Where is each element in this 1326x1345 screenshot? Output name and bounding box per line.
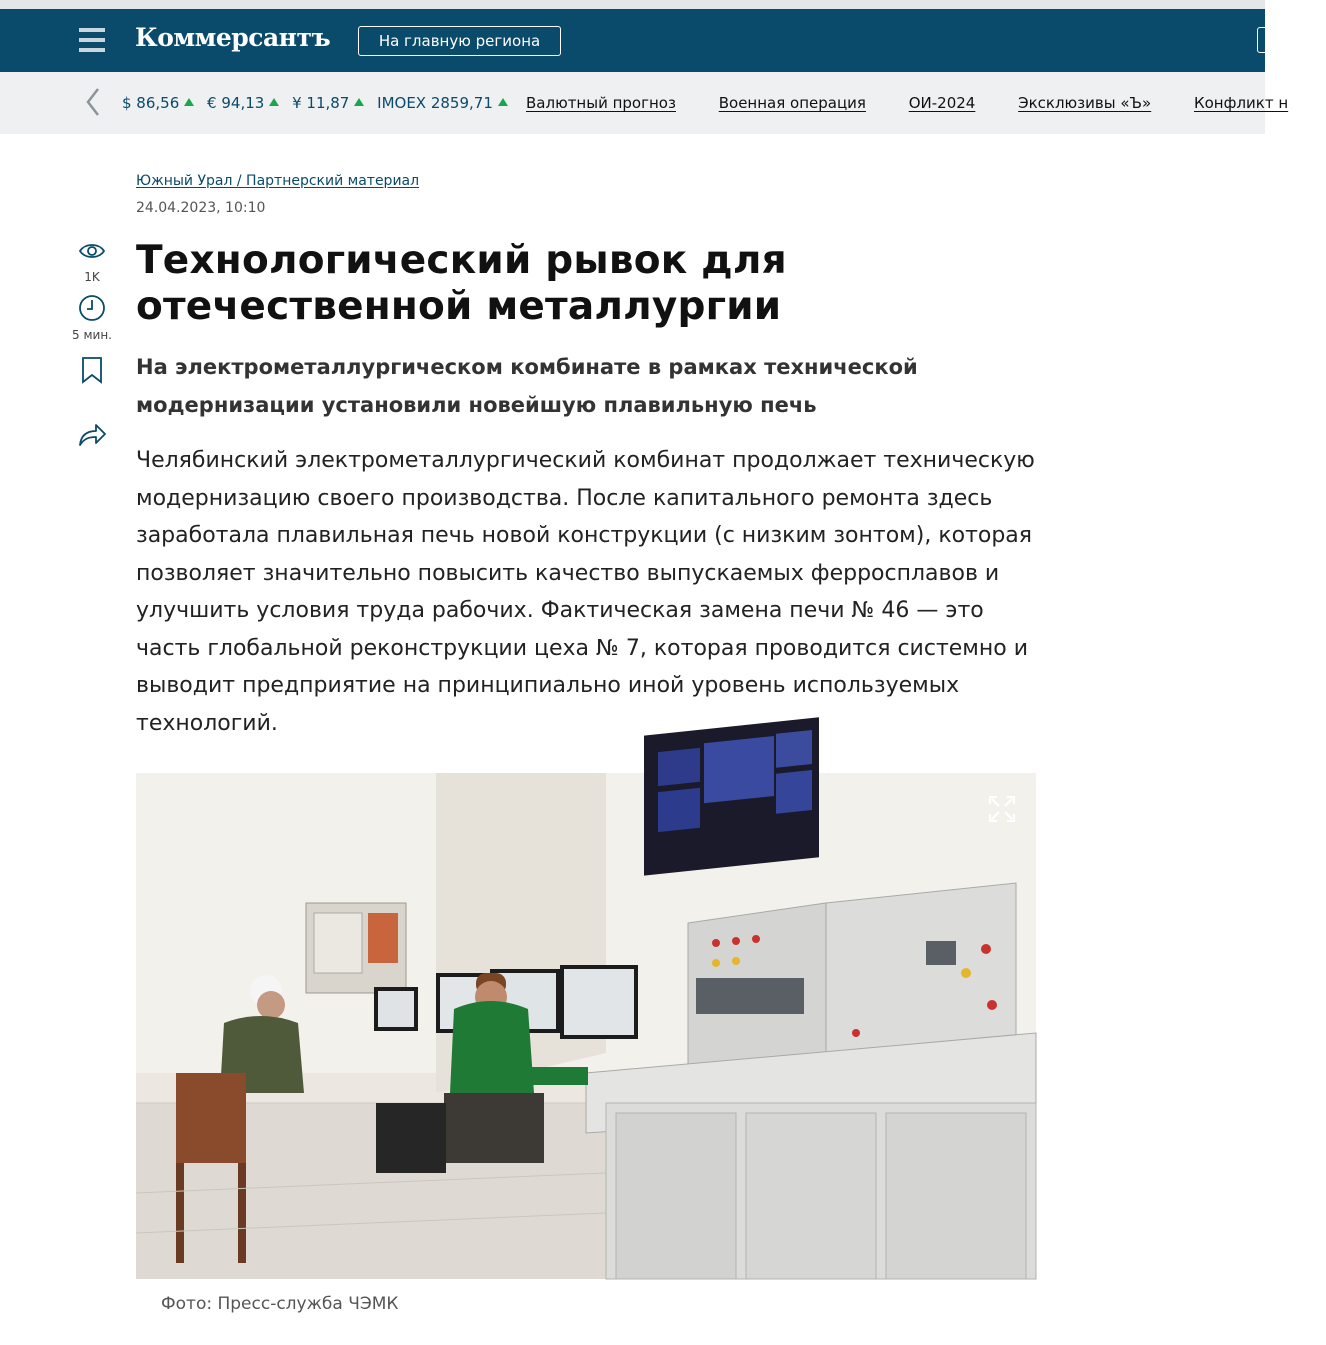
photo-caption: Фото: Пресс-служба ЧЭМК [161, 1294, 399, 1314]
menu-icon[interactable] [79, 28, 105, 52]
arrow-up-icon [354, 98, 364, 106]
arrow-up-icon [269, 98, 279, 106]
topic-link[interactable]: Военная операция [718, 94, 866, 112]
arrow-up-icon [184, 98, 194, 106]
topic-link[interactable]: Эксклюзивы «Ъ» [1018, 94, 1152, 112]
rate-imoex[interactable]: IMOEX 2859,71 [377, 94, 508, 112]
rate-usd[interactable]: $ 86,56 [122, 94, 194, 112]
article-title: Технологический рывок для отечественной металлургии [136, 238, 787, 329]
region-home-button[interactable]: На главную региона [358, 26, 561, 56]
topic-link[interactable]: Конфликт н [1193, 94, 1289, 112]
article-subtitle: На электрометаллургическом комбинате в рамках технической модернизации установили новейшую плавильную печь [136, 355, 918, 417]
chevron-left-icon[interactable] [84, 86, 102, 118]
browser-top-strip [0, 0, 1265, 9]
rate-eur[interactable]: € 94,13 [207, 94, 279, 112]
topic-link[interactable]: ОИ-2024 [908, 94, 976, 112]
read-time: 5 мин. [72, 328, 112, 342]
site-header [0, 9, 1265, 72]
views-count: 1K [84, 270, 100, 284]
currency-rates [122, 94, 516, 112]
ticker-bar [0, 72, 1289, 134]
article-body: Челябинский электрометаллургический комбинат продолжает техническую модернизацию своего производства. После капитального ремонта здесь заработала плавильная печь новой конструкции (с низким зонтом), которая позволяет значительно повысить качество выпускаемых ферросплавов и улучшить условия труда рабочих. Фактическая замена печи № 46 — это часть глобальной реконструкции цеха № 7, которая проводится системно и выводит предприятие на принципиально иной уровень используемых технологий. [136, 448, 1035, 736]
article-photo[interactable] [136, 773, 1036, 1279]
clock-icon [78, 294, 106, 322]
article-sidebar [62, 240, 122, 448]
article-date: 24.04.2023, 10:10 [136, 200, 266, 216]
topic-link[interactable]: Валютный прогноз [526, 94, 676, 112]
topic-links [526, 94, 1326, 112]
article-rubric-link[interactable]: Южный Урал / Партнерский материал [136, 173, 420, 189]
arrow-up-icon [498, 98, 508, 106]
rate-cny[interactable]: ¥ 11,87 [292, 94, 364, 112]
bookmark-icon[interactable] [80, 356, 104, 384]
share-icon[interactable] [77, 422, 107, 448]
eye-icon [78, 240, 106, 262]
site-logo[interactable]: Коммерсантъ [135, 23, 331, 52]
header-edge-button[interactable] [1257, 27, 1273, 53]
fullscreen-icon[interactable] [988, 795, 1016, 823]
control-room-photo [136, 773, 1036, 1279]
